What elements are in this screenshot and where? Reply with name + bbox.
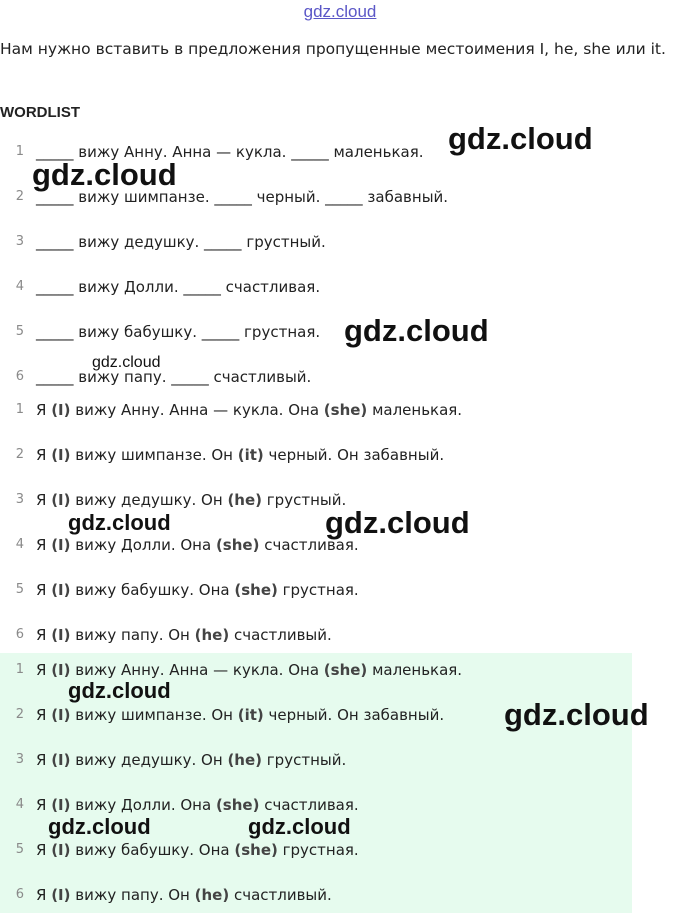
line-number: 5 bbox=[15, 582, 24, 597]
line-number: 3 bbox=[15, 752, 24, 767]
answer-sentence: Я (I) вижу Анну. Анна — кукла. Она (she) маленькая. bbox=[36, 401, 463, 419]
line-number: 1 bbox=[15, 402, 24, 417]
line-number: 2 bbox=[15, 189, 24, 204]
line-number: 1 bbox=[15, 144, 24, 159]
answer-sentence: Я (I) вижу дедушку. Он (he) грустный. bbox=[36, 491, 347, 509]
line-number: 3 bbox=[15, 492, 24, 507]
answer-sentence: Я (I) вижу бабушку. Она (she) грустная. bbox=[36, 581, 359, 599]
watermark: gdz.cloud bbox=[504, 697, 649, 732]
line-number: 6 bbox=[15, 887, 24, 902]
line-number: 2 bbox=[15, 447, 24, 462]
watermark: gdz.cloud bbox=[344, 313, 489, 348]
line-number: 5 bbox=[15, 324, 24, 339]
line-number: 6 bbox=[15, 369, 24, 384]
watermark: gdz.cloud bbox=[325, 505, 470, 540]
answer-sentence: Я (I) вижу папу. Он (he) счастливый. bbox=[36, 886, 332, 904]
line-number: 4 bbox=[15, 279, 24, 294]
exercise-sentence: _____ вижу шимпанзе. _____ черный. _____ забавный. bbox=[36, 188, 449, 206]
exercise-sentence: _____ вижу Долли. _____ счастливая. bbox=[36, 278, 321, 296]
answer-sentence: Я (I) вижу Долли. Она (she) счастливая. bbox=[36, 536, 359, 554]
watermark: gdz.cloud bbox=[48, 814, 151, 839]
site-link[interactable]: gdz.cloud bbox=[303, 2, 377, 21]
line-number: 1 bbox=[15, 662, 24, 677]
watermark: gdz.cloud bbox=[248, 814, 351, 839]
line-number: 5 bbox=[15, 842, 24, 857]
line-number: 2 bbox=[15, 707, 24, 722]
exercise-sentence: _____ вижу папу. _____ счастливый. bbox=[36, 368, 312, 386]
watermark: gdz.cloud bbox=[68, 678, 171, 703]
answer-sentence: Я (I) вижу Долли. Она (she) счастливая. bbox=[36, 796, 359, 814]
watermark: gdz.cloud bbox=[68, 510, 171, 535]
watermark: gdz.cloud bbox=[448, 121, 593, 156]
answer-sentence: Я (I) вижу папу. Он (he) счастливый. bbox=[36, 626, 332, 644]
watermark: gdz.cloud bbox=[32, 157, 177, 192]
wordlist-heading: WORDLIST bbox=[0, 104, 80, 121]
answer-sentence: Я (I) вижу шимпанзе. Он (it) черный. Он забавный. bbox=[36, 706, 445, 724]
watermark: gdz.cloud bbox=[92, 354, 161, 371]
line-number: 4 bbox=[15, 797, 24, 812]
answer-sentence: Я (I) вижу шимпанзе. Он (it) черный. Он забавный. bbox=[36, 446, 445, 464]
exercise-sentence: _____ вижу дедушку. _____ грустный. bbox=[36, 233, 326, 251]
exercise-sentence: _____ вижу Анну. Анна — кукла. _____ маленькая. bbox=[36, 143, 424, 161]
exercise-sentence: _____ вижу бабушку. _____ грустная. bbox=[36, 323, 321, 341]
answer-sentence: Я (I) вижу дедушку. Он (he) грустный. bbox=[36, 751, 347, 769]
answer-sentence: Я (I) вижу Анну. Анна — кукла. Она (she) маленькая. bbox=[36, 661, 463, 679]
answer-sentence: Я (I) вижу бабушку. Она (she) грустная. bbox=[36, 841, 359, 859]
line-number: 3 bbox=[15, 234, 24, 249]
line-number: 6 bbox=[15, 627, 24, 642]
line-number: 4 bbox=[15, 537, 24, 552]
task-description: Нам нужно вставить в предложения пропущенные местоимения I, he, she или it. bbox=[0, 40, 666, 58]
